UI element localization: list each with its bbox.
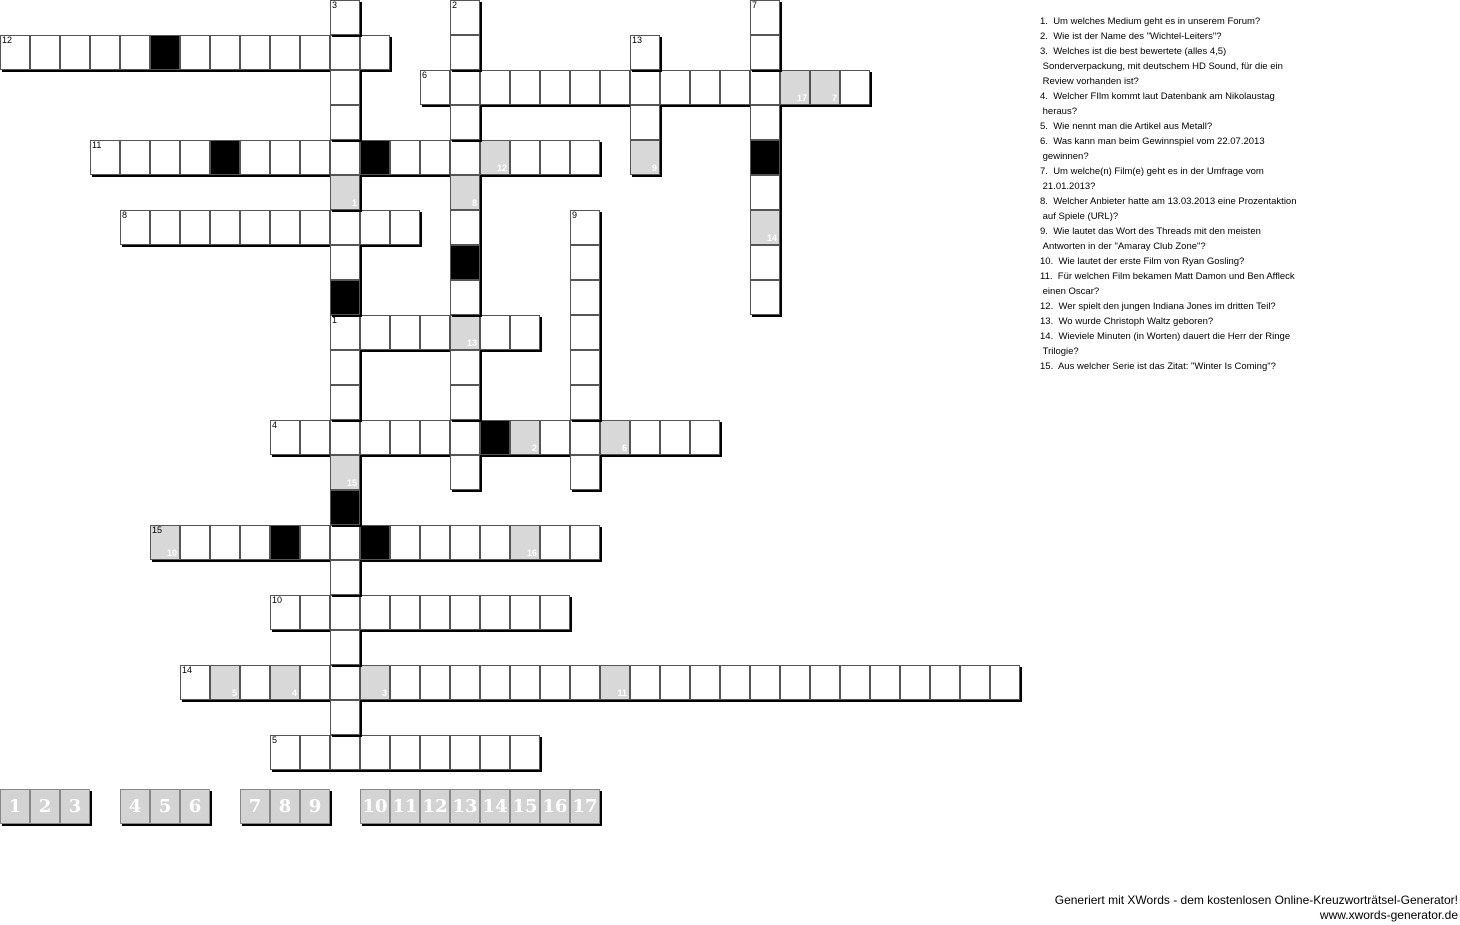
letter-cell[interactable] [450, 595, 480, 630]
clue-list [1040, 14, 1340, 374]
letter-cell[interactable] [420, 665, 450, 700]
clue-item: 7. Um welche(n) Film(e) geht es in der Umfrage vom 21.01.2013? [1040, 166, 1264, 192]
letter-cell[interactable] [300, 525, 330, 560]
solution-index: 2 [531, 443, 537, 453]
letter-cell[interactable] [150, 210, 180, 245]
letter-cell[interactable] [570, 455, 600, 490]
letter-cell[interactable] [450, 525, 480, 560]
letter-cell[interactable] [690, 70, 720, 105]
letter-cell[interactable] [990, 665, 1020, 700]
solution-cell[interactable] [780, 70, 810, 105]
footer [1055, 893, 1458, 923]
letter-cell[interactable] [570, 210, 600, 245]
letter-cell[interactable] [540, 595, 570, 630]
letter-cell[interactable] [570, 385, 600, 420]
clue-item: 15. Aus welcher Serie ist das Zitat: "Winter Is Coming"? [1040, 361, 1276, 372]
letter-cell[interactable] [630, 105, 660, 140]
letter-cell[interactable] [270, 35, 300, 70]
letter-cell[interactable] [210, 210, 240, 245]
letter-cell[interactable] [540, 665, 570, 700]
solution-box[interactable]: 17 [570, 789, 600, 824]
letter-cell[interactable] [330, 0, 360, 35]
block-cell [450, 245, 480, 280]
letter-cell[interactable] [240, 35, 270, 70]
letter-cell[interactable] [300, 665, 330, 700]
clue-number: 11 [92, 140, 102, 150]
solution-box[interactable]: 5 [150, 789, 180, 824]
clue-item: 9. Wie lautet das Wort des Threads mit den meisten Antworten in der "Amaray Club Zone"? [1040, 226, 1261, 252]
letter-cell[interactable] [570, 70, 600, 105]
letter-cell[interactable] [570, 420, 600, 455]
solution-box[interactable]: 14 [480, 789, 510, 824]
letter-cell[interactable] [0, 35, 30, 70]
letter-cell[interactable] [240, 210, 270, 245]
clue-number: 12 [2, 35, 13, 45]
letter-cell[interactable] [360, 420, 390, 455]
solution-index: 1 [351, 198, 357, 208]
solution-index: 5 [231, 688, 237, 698]
letter-cell[interactable] [360, 735, 390, 770]
letter-cell[interactable] [330, 105, 360, 140]
solution-box[interactable]: 4 [120, 789, 150, 824]
letter-cell[interactable] [390, 140, 420, 175]
letter-cell[interactable] [390, 315, 420, 350]
clue-number: 4 [272, 420, 278, 430]
clue-number: 1 [332, 315, 338, 325]
letter-cell[interactable] [540, 420, 570, 455]
letter-cell[interactable] [450, 140, 480, 175]
letter-cell[interactable] [510, 140, 540, 175]
clue-item: 13. Wo wurde Christoph Waltz geboren? [1040, 316, 1214, 327]
letter-cell[interactable] [690, 420, 720, 455]
solution-box[interactable]: 6 [180, 789, 210, 824]
letter-cell[interactable] [840, 70, 870, 105]
solution-index: 11 [617, 688, 627, 698]
solution-cell[interactable] [270, 665, 300, 700]
letter-cell[interactable] [330, 700, 360, 735]
letter-cell[interactable] [840, 665, 870, 700]
letter-cell[interactable] [750, 665, 780, 700]
letter-cell[interactable] [450, 350, 480, 385]
solution-index: 17 [796, 93, 807, 103]
clue-number: 13 [632, 35, 643, 45]
letter-cell[interactable] [330, 315, 360, 350]
letter-cell[interactable] [450, 0, 480, 35]
letter-cell[interactable] [390, 420, 420, 455]
clue-number: 10 [272, 595, 283, 605]
letter-cell[interactable] [540, 140, 570, 175]
letter-cell[interactable] [480, 70, 510, 105]
clue-number: 2 [452, 0, 458, 10]
clue-item: 12. Wer spielt den jungen Indiana Jones im dritten Teil? [1040, 301, 1276, 312]
letter-cell[interactable] [330, 245, 360, 280]
letter-cell[interactable] [420, 735, 450, 770]
clue-number: 5 [272, 735, 278, 745]
solution-index: 7 [831, 93, 837, 103]
letter-cell[interactable] [480, 735, 510, 770]
solution-word-row [0, 789, 620, 829]
solution-index: 13 [466, 338, 477, 348]
clue-item: 4. Welcher FIlm kommt laut Datenbank am Nikolaustag heraus? [1040, 91, 1275, 117]
letter-cell[interactable] [570, 665, 600, 700]
letter-cell[interactable] [570, 140, 600, 175]
solution-cell[interactable] [150, 525, 180, 560]
solution-index: 8 [471, 198, 477, 208]
letter-cell[interactable] [630, 35, 660, 70]
letter-cell[interactable] [360, 35, 390, 70]
letter-cell[interactable] [420, 315, 450, 350]
letter-cell[interactable] [750, 35, 780, 70]
letter-cell[interactable] [270, 210, 300, 245]
letter-cell[interactable] [450, 385, 480, 420]
solution-cell[interactable] [450, 315, 480, 350]
letter-cell[interactable] [240, 140, 270, 175]
solution-box[interactable]: 15 [510, 789, 540, 824]
letter-cell[interactable] [360, 315, 390, 350]
letter-cell[interactable] [270, 420, 300, 455]
clue-item: 2. Wie ist der Name des "Wichtel-Leiters"? [1040, 31, 1222, 42]
letter-cell[interactable] [330, 735, 360, 770]
letter-cell[interactable] [450, 35, 480, 70]
letter-cell[interactable] [570, 525, 600, 560]
letter-cell[interactable] [270, 595, 300, 630]
letter-cell[interactable] [600, 70, 630, 105]
letter-cell[interactable] [330, 35, 360, 70]
letter-cell[interactable] [630, 70, 660, 105]
letter-cell[interactable] [660, 70, 690, 105]
letter-cell[interactable] [90, 35, 120, 70]
letter-cell[interactable] [510, 665, 540, 700]
letter-cell[interactable] [150, 140, 180, 175]
letter-cell[interactable] [120, 140, 150, 175]
letter-cell[interactable] [270, 140, 300, 175]
block-cell [360, 140, 390, 175]
letter-cell[interactable] [780, 665, 810, 700]
letter-cell[interactable] [390, 525, 420, 560]
clue-item: 5. Wie nennt man die Artikel aus Metall? [1040, 121, 1213, 132]
solution-cell[interactable] [600, 420, 630, 455]
letter-cell[interactable] [330, 140, 360, 175]
block-cell [270, 525, 300, 560]
letter-cell[interactable] [720, 70, 750, 105]
letter-cell[interactable] [360, 595, 390, 630]
solution-box[interactable]: 8 [270, 789, 300, 824]
solution-cell[interactable] [750, 210, 780, 245]
letter-cell[interactable] [630, 420, 660, 455]
footer-url: www.xwords-generator.de [1319, 908, 1458, 922]
solution-box[interactable]: 3 [60, 789, 90, 824]
solution-index: 12 [496, 163, 507, 173]
letter-cell[interactable] [750, 70, 780, 105]
letter-cell[interactable] [480, 525, 510, 560]
clue-number: 14 [182, 665, 193, 675]
letter-cell[interactable] [300, 140, 330, 175]
solution-box[interactable]: 1 [0, 789, 30, 824]
solution-cell[interactable] [600, 665, 630, 700]
letter-cell[interactable] [330, 350, 360, 385]
solution-box[interactable]: 16 [540, 789, 570, 824]
letter-cell[interactable] [510, 595, 540, 630]
clue-item: 3. Welches ist die best bewertete (alles 4,5) Sonderverpackung, mit deutschem HD Sound, für die ein Review vorhanden ist? [1040, 46, 1283, 87]
solution-box[interactable]: 12 [420, 789, 450, 824]
letter-cell[interactable] [180, 210, 210, 245]
block-cell [150, 35, 180, 70]
block-cell [480, 420, 510, 455]
letter-cell[interactable] [330, 210, 360, 245]
letter-cell[interactable] [660, 420, 690, 455]
clue-item: 6. Was kann man beim Gewinnspiel vom 22.07.2013 gewinnen? [1040, 136, 1265, 162]
letter-cell[interactable] [390, 595, 420, 630]
solution-index: 9 [651, 163, 657, 173]
letter-cell[interactable] [60, 35, 90, 70]
solution-cell[interactable] [210, 665, 240, 700]
solution-cell[interactable] [510, 420, 540, 455]
solution-index: 6 [621, 443, 627, 453]
letter-cell[interactable] [360, 210, 390, 245]
clue-item: 10. Wie lautet der erste Film von Ryan Gosling? [1040, 256, 1245, 267]
letter-cell[interactable] [510, 70, 540, 105]
letter-cell[interactable] [750, 175, 780, 210]
letter-cell[interactable] [480, 665, 510, 700]
letter-cell[interactable] [900, 665, 930, 700]
solution-box[interactable]: 7 [240, 789, 270, 824]
letter-cell[interactable] [390, 735, 420, 770]
letter-cell[interactable] [750, 245, 780, 280]
solution-box[interactable]: 11 [390, 789, 420, 824]
solution-index: 16 [526, 548, 537, 558]
letter-cell[interactable] [510, 735, 540, 770]
letter-cell[interactable] [300, 420, 330, 455]
letter-cell[interactable] [750, 280, 780, 315]
letter-cell[interactable] [570, 315, 600, 350]
letter-cell[interactable] [330, 420, 360, 455]
letter-cell[interactable] [420, 525, 450, 560]
footer-generator-note: Generiert mit XWords - dem kostenlosen Online-Kreuzworträtsel-Generator! [1054, 893, 1458, 907]
clue-number: 8 [122, 210, 128, 220]
letter-cell[interactable] [690, 665, 720, 700]
clue-number: 6 [422, 70, 428, 80]
solution-cell[interactable] [330, 175, 360, 210]
letter-cell[interactable] [270, 735, 300, 770]
letter-cell[interactable] [330, 70, 360, 105]
letter-cell[interactable] [480, 315, 510, 350]
letter-cell[interactable] [450, 455, 480, 490]
clue-item: 14. Wieviele Minuten (in Worten) dauert die Herr der Ringe Trilogie? [1040, 331, 1291, 357]
letter-cell[interactable] [330, 560, 360, 595]
letter-cell[interactable] [420, 420, 450, 455]
letter-cell[interactable] [300, 735, 330, 770]
clue-item: 1. Um welches Medium geht es in unserem Forum? [1040, 16, 1261, 27]
letter-cell[interactable] [420, 595, 450, 630]
solution-index: 4 [291, 688, 297, 698]
letter-cell[interactable] [720, 665, 750, 700]
solution-cell[interactable] [630, 140, 660, 175]
letter-cell[interactable] [450, 70, 480, 105]
letter-cell[interactable] [420, 140, 450, 175]
letter-cell[interactable] [120, 35, 150, 70]
letter-cell[interactable] [450, 420, 480, 455]
solution-index: 15 [346, 478, 357, 488]
letter-cell[interactable] [930, 665, 960, 700]
letter-cell[interactable] [570, 350, 600, 385]
letter-cell[interactable] [330, 665, 360, 700]
clue-number: 15 [152, 525, 163, 535]
letter-cell[interactable] [570, 280, 600, 315]
letter-cell[interactable] [180, 665, 210, 700]
letter-cell[interactable] [630, 665, 660, 700]
letter-cell[interactable] [450, 665, 480, 700]
letter-cell[interactable] [480, 595, 510, 630]
letter-cell[interactable] [390, 665, 420, 700]
block-cell [330, 490, 360, 525]
letter-cell[interactable] [750, 0, 780, 35]
letter-cell[interactable] [960, 665, 990, 700]
solution-box[interactable]: 2 [30, 789, 60, 824]
letter-cell[interactable] [540, 70, 570, 105]
solution-cell[interactable] [330, 455, 360, 490]
letter-cell[interactable] [390, 210, 420, 245]
letter-cell[interactable] [450, 105, 480, 140]
block-cell [750, 140, 780, 175]
solution-index: 3 [381, 688, 387, 698]
letter-cell[interactable] [120, 210, 150, 245]
letter-cell[interactable] [420, 70, 450, 105]
clue-item: 8. Welcher Anbieter hatte am 13.03.2013 eine Prozentaktion auf Spiele (URL)? [1040, 196, 1297, 222]
letter-cell[interactable] [330, 630, 360, 665]
letter-cell[interactable] [510, 315, 540, 350]
letter-cell[interactable] [180, 140, 210, 175]
letter-cell[interactable] [210, 525, 240, 560]
letter-cell[interactable] [300, 35, 330, 70]
letter-cell[interactable] [810, 665, 840, 700]
letter-cell[interactable] [90, 140, 120, 175]
letter-cell[interactable] [330, 525, 360, 560]
block-cell [210, 140, 240, 175]
letter-cell[interactable] [450, 280, 480, 315]
block-cell [330, 280, 360, 315]
letter-cell[interactable] [330, 595, 360, 630]
clue-number: 7 [752, 0, 758, 10]
letter-cell[interactable] [450, 735, 480, 770]
solution-cell[interactable] [450, 175, 480, 210]
solution-cell[interactable] [360, 665, 390, 700]
letter-cell[interactable] [210, 35, 240, 70]
solution-index: 14 [766, 233, 777, 243]
letter-cell[interactable] [300, 210, 330, 245]
solution-cell[interactable] [510, 525, 540, 560]
solution-box[interactable]: 13 [450, 789, 480, 824]
solution-box[interactable]: 10 [360, 789, 390, 824]
letter-cell[interactable] [180, 35, 210, 70]
block-cell [360, 525, 390, 560]
solution-box[interactable]: 9 [300, 789, 330, 824]
clue-item: 11. Für welchen Film bekamen Matt Damon und Ben Affleck einen Oscar? [1040, 271, 1295, 297]
letter-cell[interactable] [240, 665, 270, 700]
letter-cell[interactable] [570, 245, 600, 280]
letter-cell[interactable] [180, 525, 210, 560]
letter-cell[interactable] [540, 525, 570, 560]
letter-cell[interactable] [330, 385, 360, 420]
letter-cell[interactable] [30, 35, 60, 70]
letter-cell[interactable] [300, 595, 330, 630]
letter-cell[interactable] [450, 210, 480, 245]
letter-cell[interactable] [660, 665, 690, 700]
letter-cell[interactable] [240, 525, 270, 560]
solution-cell[interactable] [480, 140, 510, 175]
letter-cell[interactable] [870, 665, 900, 700]
solution-cell[interactable] [810, 70, 840, 105]
solution-index: 10 [166, 548, 177, 558]
clue-number: 3 [332, 0, 338, 10]
letter-cell[interactable] [750, 105, 780, 140]
clue-number: 9 [572, 210, 578, 220]
